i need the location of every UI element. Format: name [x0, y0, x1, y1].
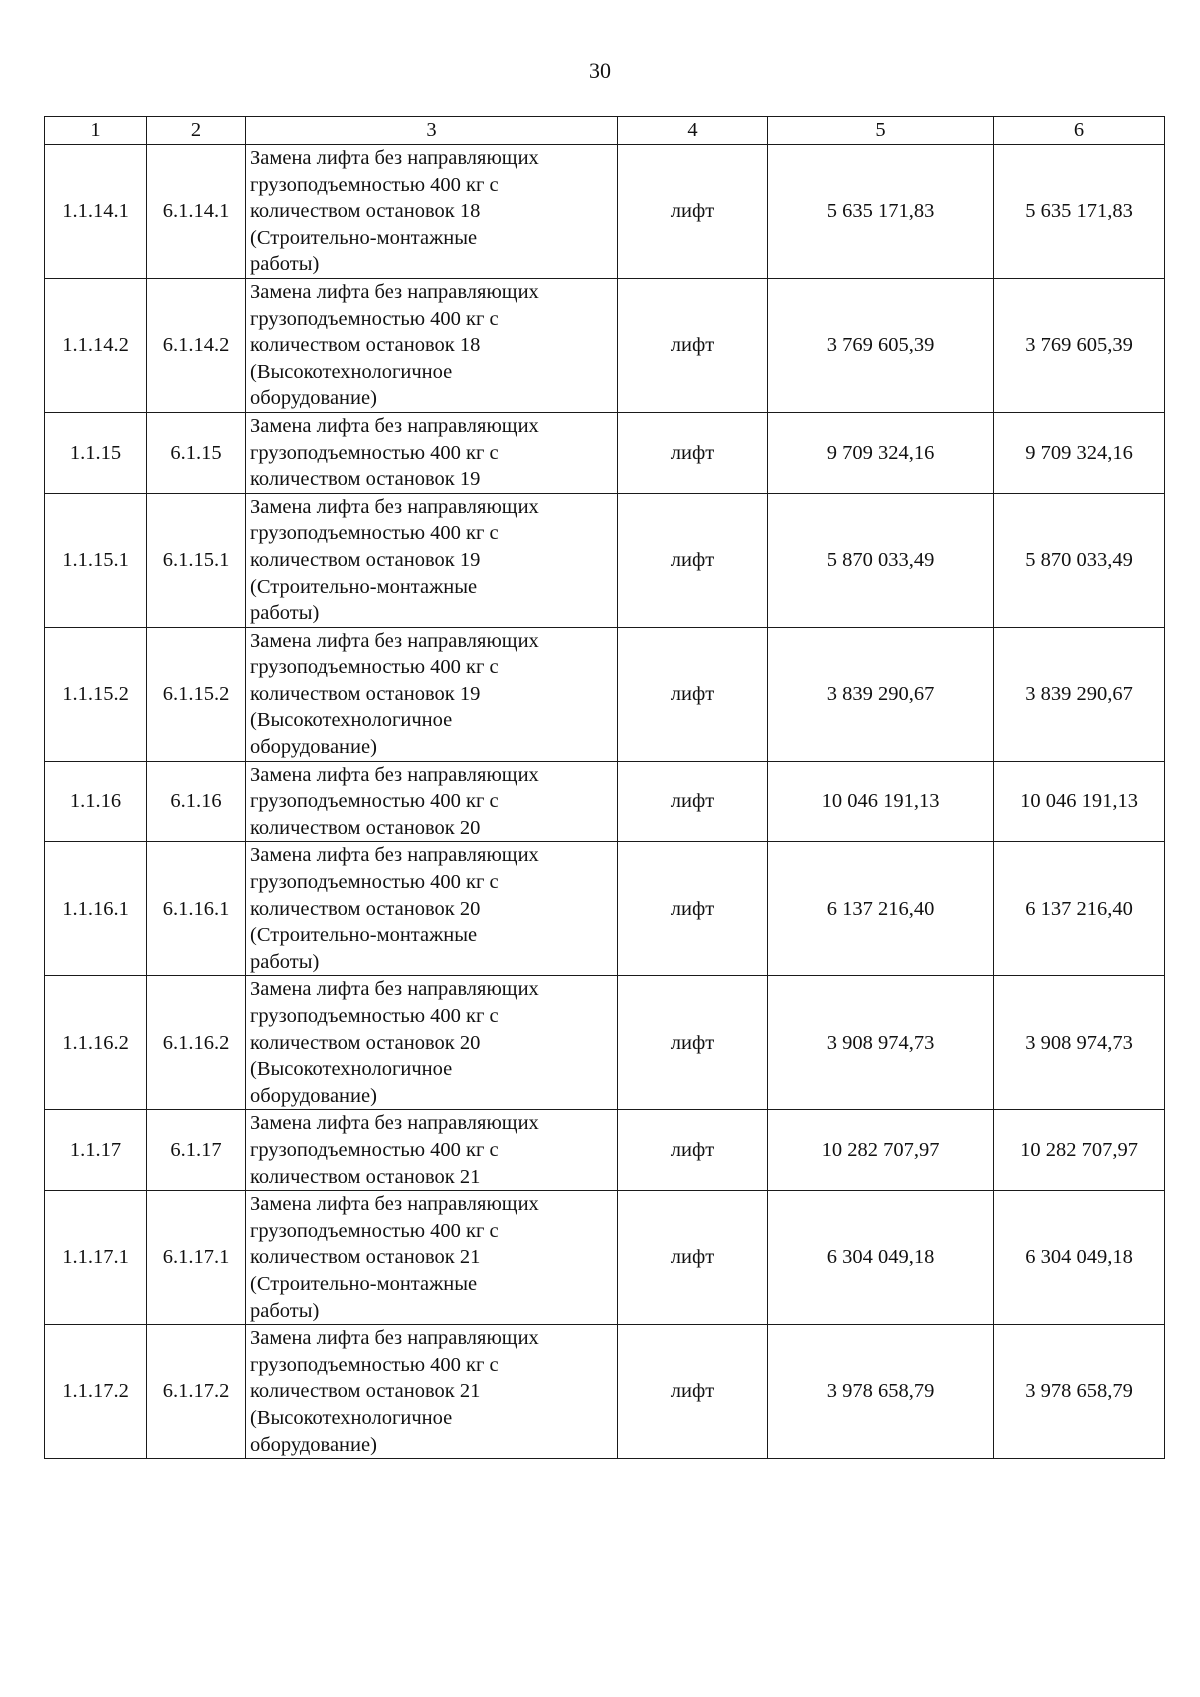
- description-line: грузоподъемностью 400 кг с: [250, 1005, 499, 1027]
- row-description-cell: [246, 145, 618, 279]
- row-value-5-cell: 3 769 605,39: [768, 278, 994, 412]
- row-unit-cell: лифт: [618, 145, 768, 279]
- row-unit-cell: лифт: [618, 842, 768, 976]
- table-row: [45, 278, 1165, 412]
- row-description-cell: [246, 493, 618, 627]
- row-code-cell: 1.1.14.1: [45, 145, 147, 279]
- header-cell-3: 3: [246, 117, 618, 145]
- header-cell-1: 1: [45, 117, 147, 145]
- row-value-6-cell: 5 635 171,83: [994, 145, 1165, 279]
- table-row: [45, 493, 1165, 627]
- table-row: [45, 1325, 1165, 1459]
- description-line: количеством остановок 20: [250, 1031, 481, 1054]
- row-unit-cell: лифт: [618, 976, 768, 1110]
- header-row: [45, 117, 1165, 145]
- description-line: грузоподъемностью 400 кг с: [250, 1219, 499, 1242]
- table-row: [45, 1110, 1165, 1191]
- row-value-6-cell: 10 282 707,97: [994, 1110, 1165, 1191]
- row-unit-cell: лифт: [618, 1110, 768, 1191]
- description-line: (Строительно-монтажные: [250, 1272, 478, 1295]
- data-table: [44, 116, 1165, 1459]
- description-line: грузоподъемностью 400 кг с: [250, 871, 499, 894]
- description-line: Замена лифта без направляющих: [250, 763, 539, 786]
- row-value-6-cell: 3 908 974,73: [994, 976, 1165, 1110]
- row-value-6-cell: 9 709 324,16: [994, 412, 1165, 493]
- description-line: оборудование): [250, 387, 377, 410]
- description-line: количеством остановок 20: [250, 897, 481, 920]
- description-line: Замена лифта без направляющих: [250, 1112, 539, 1135]
- row-ref-cell: 6.1.17.2: [147, 1325, 246, 1459]
- row-unit-cell: лифт: [618, 627, 768, 761]
- row-value-5-cell: 3 908 974,73: [768, 976, 994, 1110]
- row-unit-cell: лифт: [618, 1325, 768, 1459]
- row-description-cell: [246, 1110, 618, 1191]
- description-line: грузоподъемностью 400 кг с: [250, 1353, 499, 1376]
- row-ref-cell: 6.1.16: [147, 761, 246, 842]
- description-line: количеством остановок 20: [250, 816, 481, 839]
- description-line: количеством остановок 19: [250, 682, 481, 705]
- description-line: грузоподъемностью 400 кг с: [250, 173, 499, 196]
- row-ref-cell: 6.1.17: [147, 1110, 246, 1191]
- row-value-6-cell: 5 870 033,49: [994, 493, 1165, 627]
- row-unit-cell: лифт: [618, 412, 768, 493]
- row-description-cell: [246, 412, 618, 493]
- row-description-cell: [246, 627, 618, 761]
- header-cell-6: 6: [994, 117, 1165, 145]
- description-line: количеством остановок 18: [250, 200, 481, 223]
- row-value-6-cell: 3 978 658,79: [994, 1325, 1165, 1459]
- description-line: грузоподъемностью 400 кг с: [250, 522, 499, 545]
- table-row: [45, 1191, 1165, 1325]
- table-row: [45, 761, 1165, 842]
- row-value-6-cell: 3 839 290,67: [994, 627, 1165, 761]
- description-line: работы): [250, 950, 320, 973]
- table-row: [45, 842, 1165, 976]
- description-line: количеством остановок 19: [250, 468, 481, 491]
- row-value-6-cell: 3 769 605,39: [994, 278, 1165, 412]
- row-value-5-cell: 10 282 707,97: [768, 1110, 994, 1191]
- description-line: (Строительно-монтажные: [250, 575, 478, 598]
- row-value-6-cell: 6 137 216,40: [994, 842, 1165, 976]
- table-body: [45, 117, 1165, 1459]
- description-line: Замена лифта без направляющих: [250, 280, 539, 303]
- description-line: (Строительно-монтажные: [250, 924, 478, 947]
- description-line: оборудование): [250, 1084, 377, 1107]
- description-line: количеством остановок 19: [250, 548, 481, 571]
- row-code-cell: 1.1.16.2: [45, 976, 147, 1110]
- description-line: (Высокотехнологичное: [250, 360, 453, 383]
- description-line: Замена лифта без направляющих: [250, 495, 539, 518]
- description-line: (Высокотехнологичное: [250, 709, 453, 732]
- row-description-cell: [246, 1325, 618, 1459]
- table-row: [45, 145, 1165, 279]
- description-line: Замена лифта без направляющих: [250, 978, 539, 1001]
- row-code-cell: 1.1.16: [45, 761, 147, 842]
- row-value-5-cell: 6 137 216,40: [768, 842, 994, 976]
- table-row: [45, 412, 1165, 493]
- row-value-5-cell: 10 046 191,13: [768, 761, 994, 842]
- row-value-5-cell: 3 839 290,67: [768, 627, 994, 761]
- description-line: количеством остановок 21: [250, 1380, 481, 1403]
- row-ref-cell: 6.1.14.1: [147, 145, 246, 279]
- description-line: грузоподъемностью 400 кг с: [250, 790, 499, 813]
- description-line: Замена лифта без направляющих: [250, 1327, 539, 1350]
- row-code-cell: 1.1.15.1: [45, 493, 147, 627]
- row-value-6-cell: 10 046 191,13: [994, 761, 1165, 842]
- row-value-5-cell: 5 635 171,83: [768, 145, 994, 279]
- row-code-cell: 1.1.16.1: [45, 842, 147, 976]
- description-line: оборудование): [250, 1433, 377, 1456]
- row-description-cell: [246, 278, 618, 412]
- description-line: (Высокотехнологичное: [250, 1058, 453, 1081]
- description-line: грузоподъемностью 400 кг с: [250, 656, 499, 679]
- description-line: количеством остановок 18: [250, 334, 481, 357]
- description-line: работы): [250, 1299, 320, 1322]
- description-line: грузоподъемностью 400 кг с: [250, 307, 499, 330]
- description-line: (Строительно-монтажные: [250, 226, 478, 249]
- table-row: [45, 976, 1165, 1110]
- row-description-cell: [246, 842, 618, 976]
- row-description-cell: [246, 976, 618, 1110]
- description-line: Замена лифта без направляющих: [250, 844, 539, 867]
- description-line: Замена лифта без направляющих: [250, 147, 539, 169]
- row-code-cell: 1.1.17.1: [45, 1191, 147, 1325]
- description-line: Замена лифта без направляющих: [250, 414, 539, 437]
- row-unit-cell: лифт: [618, 278, 768, 412]
- row-unit-cell: лифт: [618, 493, 768, 627]
- description-line: Замена лифта без направляющих: [250, 1193, 539, 1216]
- row-code-cell: 1.1.15: [45, 412, 147, 493]
- row-unit-cell: лифт: [618, 761, 768, 842]
- header-cell-5: 5: [768, 117, 994, 145]
- row-ref-cell: 6.1.16.1: [147, 842, 246, 976]
- description-line: количеством остановок 21: [250, 1165, 481, 1188]
- description-line: (Высокотехнологичное: [250, 1406, 453, 1429]
- row-code-cell: 1.1.15.2: [45, 627, 147, 761]
- table-row: [45, 627, 1165, 761]
- row-ref-cell: 6.1.15: [147, 412, 246, 493]
- row-ref-cell: 6.1.15.1: [147, 493, 246, 627]
- description-line: количеством остановок 21: [250, 1246, 481, 1269]
- description-line: работы): [250, 253, 320, 276]
- description-line: оборудование): [250, 736, 377, 759]
- header-cell-2: 2: [147, 117, 246, 145]
- row-code-cell: 1.1.17: [45, 1110, 147, 1191]
- row-description-cell: [246, 1191, 618, 1325]
- description-line: Замена лифта без направляющих: [250, 629, 539, 652]
- description-line: грузоподъемностью 400 кг с: [250, 441, 499, 464]
- description-line: работы): [250, 602, 320, 625]
- row-ref-cell: 6.1.15.2: [147, 627, 246, 761]
- row-unit-cell: лифт: [618, 1191, 768, 1325]
- row-code-cell: 1.1.17.2: [45, 1325, 147, 1459]
- row-ref-cell: 6.1.16.2: [147, 976, 246, 1110]
- row-ref-cell: 6.1.14.2: [147, 278, 246, 412]
- header-cell-4: 4: [618, 117, 768, 145]
- row-value-6-cell: 6 304 049,18: [994, 1191, 1165, 1325]
- row-value-5-cell: 9 709 324,16: [768, 412, 994, 493]
- row-value-5-cell: 5 870 033,49: [768, 493, 994, 627]
- row-value-5-cell: 3 978 658,79: [768, 1325, 994, 1459]
- page-number: 30: [589, 58, 611, 83]
- description-line: грузоподъемностью 400 кг с: [250, 1138, 499, 1161]
- row-value-5-cell: 6 304 049,18: [768, 1191, 994, 1325]
- row-description-cell: [246, 761, 618, 842]
- row-ref-cell: 6.1.17.1: [147, 1191, 246, 1325]
- row-code-cell: 1.1.14.2: [45, 278, 147, 412]
